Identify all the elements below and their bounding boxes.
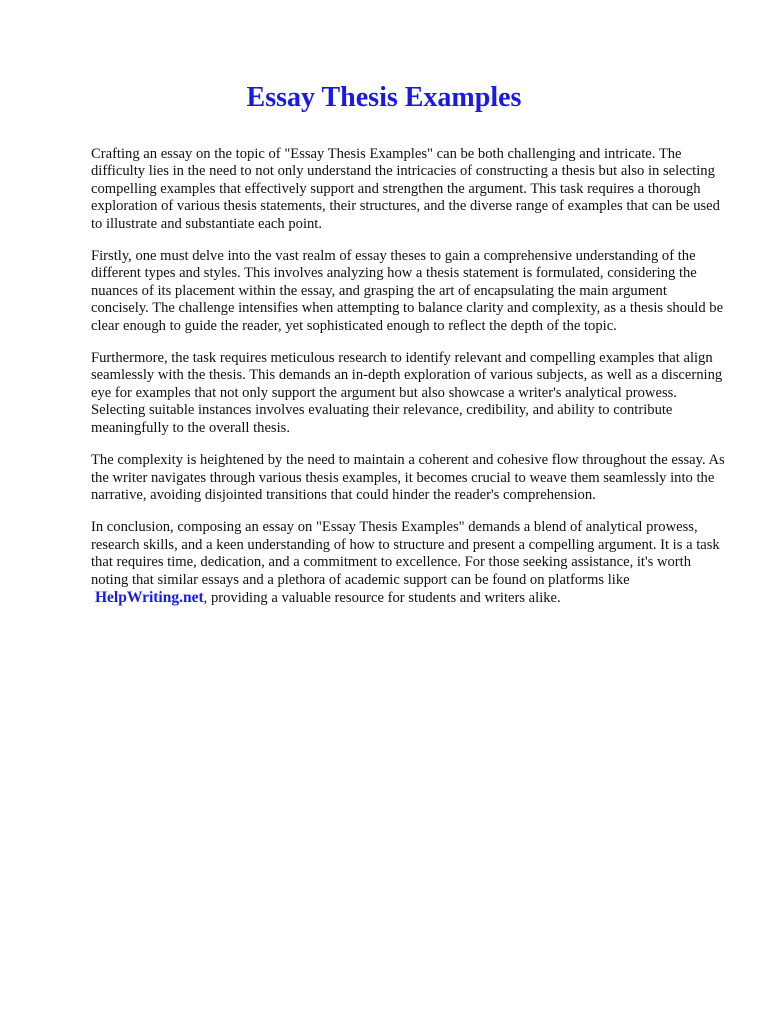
paragraph-1: Crafting an essay on the topic of "Essay Thesis Examples" can be both challenging and intricate. The difficulty lies in the need to not only understand the intricacies of constructing a thesis but also in selecting compelling examples that effectively support and strengthen the argument. This task requires a thorough exploration of various thesis statements, their structures, and the diverse range of examples that can be used to illustrate and substantiate each point. (91, 146, 720, 232)
paragraph-2: Firstly, one must delve into the vast realm of essay theses to gain a comprehensive understanding of the different types and styles. This involves analyzing how a thesis statement is formulated, considering the nuances of its placement within the essay, and grasping the art of encapsulating the main argument concisely. The challenge intensifies when attempting to balance clarity and complexity, as a thesis should be clear enough to guide the reader, yet sophisticated enough to reflect the depth of the topic. (91, 248, 724, 334)
helpwriting-link[interactable]: HelpWriting.net (95, 588, 204, 606)
paragraph-3: Furthermore, the task requires meticulous research to identify relevant and compelling examples that align seamlessly with the thesis. This demands an in-depth exploration of various subjects, as well as a discerning eye for examples that not only support the argument but also showcase a writer's analytical prowess. Selecting suitable instances involves evaluating their relevance, credibility, and ability to contribute meaningfully to the overall thesis. (91, 350, 723, 436)
paragraph-conclusion (91, 519, 725, 607)
conclusion-text-after-link: , providing a valuable resource for students and writers alike. (203, 589, 561, 606)
paragraph-4: The complexity is heightened by the need to maintain a coherent and cohesive flow throughout the essay. As the writer navigates through various thesis examples, it becomes crucial to weave them seamlessly into the narrative, avoiding disjointed transitions that could hinder the reader's comprehension. (91, 452, 725, 503)
conclusion-text-before-link: In conclusion, composing an essay on "Essay Thesis Examples" demands a blend of analytical prowess, research skills, and a keen understanding of how to structure and present a compelling argument. It is a task that requires time, dedication, and a commitment to excellence. For those seeking assistance, it's worth noting that similar essays and a plethora of academic support can be found on platforms like (91, 519, 720, 588)
document-body (91, 146, 725, 622)
document-title: Essay Thesis Examples (246, 82, 522, 113)
